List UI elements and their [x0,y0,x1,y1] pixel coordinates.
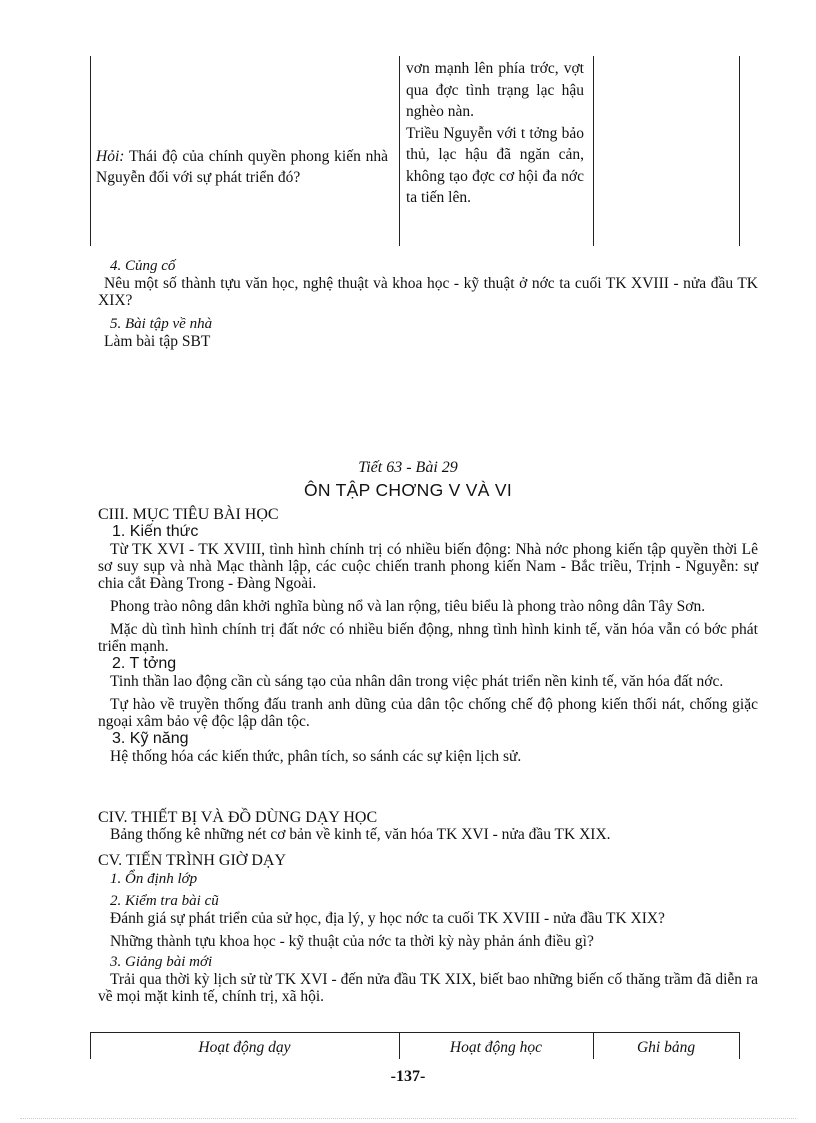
review-question-2: Những thành tựu khoa học - kỹ thuật của nớc ta thời kỳ này phản ánh điều gì? [110,933,594,950]
lesson-subtitle: Tiết 63 - Bài 29 [358,459,458,476]
review-question-1: Đánh giá sự phát triển của sử học, địa lý, y học nớc ta cuối TK XVIII - nửa đầu TK XIX? [110,910,665,927]
knowledge-paragraph-1: Từ TK XVI - TK XVIII, tình hình chính trị có nhiều biến động: Nhà nớc phong kiến tập quyền thời Lê sơ suy sụp và nhà Mạc thành lập, các cuộc chiến tranh phong kiến Nam - Bắc triều, Trịnh - Nguyễn: sự chia cắt Đàng Trong - Đàng Ngoài. [98,541,758,592]
cung-co-section [98,258,758,309]
bai-tap-heading: 5. Bài tập về nhà [110,316,213,332]
new-lesson-heading: 3. Giảng bài mới [110,954,213,970]
question-cell [96,146,388,188]
bai-tap-text: Làm bài tập SBT [104,333,211,350]
attitude-heading: 2. T tởng [112,655,177,672]
knowledge-paragraph-3: Mặc dù tình hình chính trị đất nớc có nhiều biến động, nhng tình hình kinh tế, văn hóa vẫn có bớc phát triển mạnh. [98,621,758,655]
table-divider-1 [399,56,400,246]
class-order-heading: 1. Ổn định lớp [110,871,198,887]
table-border-left [90,56,91,246]
attitude-paragraph-2: Tự hào về truyền thống đấu tranh anh dũng của dân tộc chống chế độ phong kiến thối nát, chống giặc ngoại xâm bảo vệ độc lập dân tộc. [98,696,758,730]
table-divider-2 [593,56,594,246]
new-lesson-intro: Trải qua thời kỳ lịch sử từ TK XVI - đến nửa đầu TK XIX, biết bao những biến cố thăng trầm đã diễn ra về mọi mặt kinh tế, chính trị, xã hội. [98,971,758,1005]
equipment-text: Bảng thống kê những nét cơ bản về kinh tế, văn hóa TK XVI - nửa đầu TK XIX. [110,826,611,843]
equipment-heading: CIV. THIẾT BỊ VÀ ĐỒ DÙNG DẠY HỌC [98,809,378,826]
table-border-right [739,56,740,246]
objectives-heading: CIII. MỤC TIÊU BÀI HỌC [98,506,279,523]
page-edge-divider [20,1118,796,1119]
page-number: -137- [390,1068,426,1085]
lesson-title: ÔN TẬP CHƠNG V VÀ VI [303,480,513,500]
activity-table-header [90,1032,740,1059]
bai-tap-section [98,316,758,350]
procedure-heading: CV. TIẾN TRÌNH GIỜ DẠY [98,852,286,869]
question-label: Hỏi: [96,148,125,165]
skills-paragraph-1: Hệ thống hóa các kiến thức, phân tích, so sánh các sự kiện lịch sử. [110,748,522,765]
section-procedure [98,852,758,1005]
table-border-right [739,1033,740,1059]
section-objectives [98,506,758,765]
review-heading: 2. Kiểm tra bài cũ [110,893,219,909]
answer-cell [406,58,584,209]
cung-co-heading: 4. Củng cố [110,258,176,274]
top-table [90,56,740,246]
attitude-paragraph-1: Tinh thần lao động cần cù sáng tạo của nhân dân trong việc phát triển nền kinh tế, văn hóa đất nớc. [110,673,724,690]
section-equipment [98,809,758,843]
knowledge-paragraph-2: Phong trào nông dân khởi nghĩa bùng nổ và lan rộng, tiêu biểu là phong trào nông dân Tây Sơn. [110,598,706,615]
answer-paragraph-2: Triều Nguyễn với t tởng bảo thủ, lạc hậu đã ngăn cản, không tạo đợc cơ hội đa nớc ta tiến lên. [406,124,584,206]
column-header-notes: Ghi bảng [636,1039,696,1056]
skills-heading: 3. Kỹ năng [112,730,189,747]
knowledge-heading: 1. Kiến thức [112,523,199,540]
cung-co-text: Nêu một số thành tựu văn học, nghệ thuật và khoa học - kỹ thuật ở nớc ta cuối TK XVIII - nửa đầu TK XIX? [98,275,758,309]
column-header-learning: Hoạt động học [449,1039,543,1056]
answer-paragraph-1: vơn mạnh lên phía trớc, vợt qua đợc tình trạng lạc hậu nghèo nàn. [406,60,584,120]
question-text: Thái độ của chính quyền phong kiến nhà Nguyễn đối với sự phát triển đó? [96,148,388,186]
column-header-teaching: Hoạt động dạy [198,1039,291,1056]
